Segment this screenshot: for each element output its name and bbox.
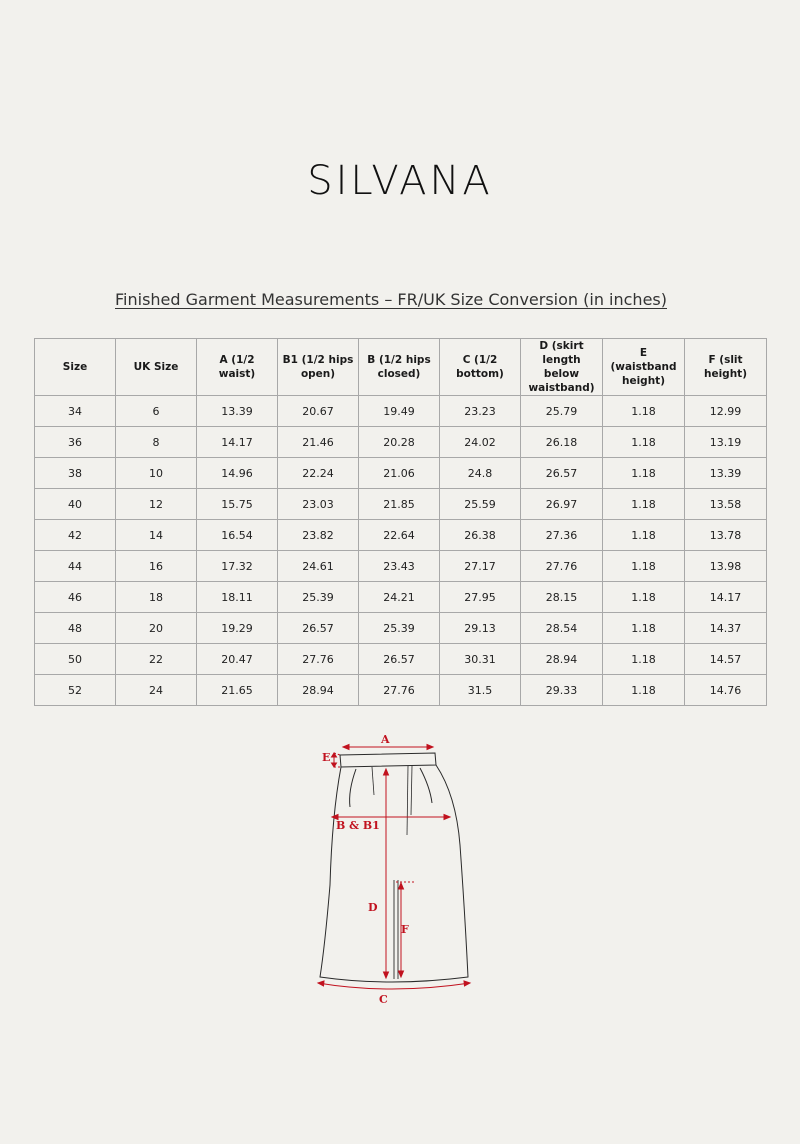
table-cell: 14.57 <box>685 644 767 675</box>
table-cell: 21.85 <box>359 489 440 520</box>
table-cell: 23.03 <box>278 489 359 520</box>
table-cell: 1.18 <box>603 551 685 582</box>
measure-c-line <box>318 983 470 989</box>
column-header: Size <box>35 339 116 396</box>
table-row <box>35 613 767 644</box>
right-pocket-line <box>420 768 432 803</box>
arrowhead <box>399 883 404 889</box>
table-cell: 26.57 <box>359 644 440 675</box>
table-cell: 20.47 <box>197 644 278 675</box>
table-caption: Finished Garment Measurements – FR/UK Size Conversion (in inches) <box>115 290 667 309</box>
table-row <box>35 396 767 427</box>
column-header: A (1/2 waist) <box>197 339 278 396</box>
column-header: E (waistband height) <box>603 339 685 396</box>
arrowhead <box>343 745 349 750</box>
table-cell: 1.18 <box>603 582 685 613</box>
arrowhead <box>384 972 389 978</box>
table-cell: 28.94 <box>278 675 359 706</box>
table-cell: 8 <box>116 427 197 458</box>
pleat-line <box>372 767 374 795</box>
table-cell: 23.82 <box>278 520 359 551</box>
table-cell: 24.21 <box>359 582 440 613</box>
table-cell: 14.17 <box>197 427 278 458</box>
table-cell: 27.76 <box>359 675 440 706</box>
arrowhead <box>384 769 389 775</box>
table-cell: 20 <box>116 613 197 644</box>
table-cell: 22 <box>116 644 197 675</box>
table-cell: 25.59 <box>440 489 521 520</box>
table-cell: 20.28 <box>359 427 440 458</box>
table-cell: 27.17 <box>440 551 521 582</box>
table-cell: 16 <box>116 551 197 582</box>
table-cell: 19.49 <box>359 396 440 427</box>
table-cell: 26.57 <box>278 613 359 644</box>
label-d: D <box>368 901 378 914</box>
table-cell: 34 <box>35 396 116 427</box>
table-cell: 14.96 <box>197 458 278 489</box>
table-cell: 20.67 <box>278 396 359 427</box>
column-header: B (1/2 hips closed) <box>359 339 440 396</box>
table-cell: 24.8 <box>440 458 521 489</box>
table-cell: 24.02 <box>440 427 521 458</box>
table-cell: 18 <box>116 582 197 613</box>
table-cell: 28.15 <box>521 582 603 613</box>
table-cell: 25.39 <box>278 582 359 613</box>
table-cell: 23.43 <box>359 551 440 582</box>
table-cell: 14.17 <box>685 582 767 613</box>
waistband-outline <box>340 753 436 767</box>
table-cell: 46 <box>35 582 116 613</box>
table-cell: 16.54 <box>197 520 278 551</box>
table-row <box>35 551 767 582</box>
table-cell: 13.98 <box>685 551 767 582</box>
arrowhead <box>332 763 337 767</box>
arrowhead <box>399 971 404 977</box>
table-cell: 13.19 <box>685 427 767 458</box>
table-row <box>35 489 767 520</box>
table-cell: 21.06 <box>359 458 440 489</box>
table-cell: 27.76 <box>521 551 603 582</box>
table-cell: 21.65 <box>197 675 278 706</box>
table-cell: 28.54 <box>521 613 603 644</box>
table-row <box>35 644 767 675</box>
arrowhead <box>444 815 450 820</box>
table-cell: 1.18 <box>603 489 685 520</box>
pleat-line <box>411 766 412 815</box>
table-cell: 31.5 <box>440 675 521 706</box>
table-cell: 12.99 <box>685 396 767 427</box>
table-cell: 25.79 <box>521 396 603 427</box>
table-cell: 1.18 <box>603 675 685 706</box>
table-cell: 36 <box>35 427 116 458</box>
table-cell: 26.18 <box>521 427 603 458</box>
table-cell: 48 <box>35 613 116 644</box>
table-row <box>35 458 767 489</box>
table-cell: 1.18 <box>603 613 685 644</box>
table-header-row <box>35 339 767 396</box>
table-cell: 26.57 <box>521 458 603 489</box>
table-cell: 14.76 <box>685 675 767 706</box>
label-b: B & B1 <box>336 819 380 832</box>
table-row <box>35 582 767 613</box>
table-cell: 50 <box>35 644 116 675</box>
table-cell: 13.58 <box>685 489 767 520</box>
table-cell: 27.95 <box>440 582 521 613</box>
arrowhead <box>464 981 470 986</box>
label-f: F <box>401 923 409 936</box>
table-cell: 17.32 <box>197 551 278 582</box>
arrowhead <box>318 981 324 986</box>
label-e: E <box>322 751 331 764</box>
table-cell: 1.18 <box>603 520 685 551</box>
table-cell: 10 <box>116 458 197 489</box>
table-cell: 15.75 <box>197 489 278 520</box>
table-cell: 30.31 <box>440 644 521 675</box>
label-a: A <box>381 733 390 746</box>
table-cell: 13.39 <box>685 458 767 489</box>
table-cell: 26.38 <box>440 520 521 551</box>
table-cell: 25.39 <box>359 613 440 644</box>
table-cell: 1.18 <box>603 644 685 675</box>
column-header: C (1/2 bottom) <box>440 339 521 396</box>
table-row <box>35 427 767 458</box>
table-cell: 1.18 <box>603 427 685 458</box>
table-cell: 38 <box>35 458 116 489</box>
table-cell: 14 <box>116 520 197 551</box>
column-header: B1 (1/2 hips open) <box>278 339 359 396</box>
column-header: UK Size <box>116 339 197 396</box>
left-pocket-line <box>350 769 356 807</box>
table-cell: 6 <box>116 396 197 427</box>
table-cell: 24.61 <box>278 551 359 582</box>
table-cell: 1.18 <box>603 396 685 427</box>
table-cell: 27.36 <box>521 520 603 551</box>
table-cell: 42 <box>35 520 116 551</box>
page-title: SILVANA <box>307 158 493 204</box>
arrowhead <box>427 745 433 750</box>
table-cell: 12 <box>116 489 197 520</box>
table-cell: 29.13 <box>440 613 521 644</box>
table-cell: 22.64 <box>359 520 440 551</box>
table-cell: 18.11 <box>197 582 278 613</box>
pleat-line <box>407 766 408 835</box>
table-cell: 19.29 <box>197 613 278 644</box>
table-row <box>35 520 767 551</box>
table-cell: 13.39 <box>197 396 278 427</box>
table-cell: 1.18 <box>603 458 685 489</box>
table-cell: 24 <box>116 675 197 706</box>
table-cell: 21.46 <box>278 427 359 458</box>
table-cell: 13.78 <box>685 520 767 551</box>
table-cell: 52 <box>35 675 116 706</box>
table-cell: 23.23 <box>440 396 521 427</box>
table-cell: 40 <box>35 489 116 520</box>
table-cell: 29.33 <box>521 675 603 706</box>
table-cell: 14.37 <box>685 613 767 644</box>
label-c: C <box>379 993 388 1006</box>
table-cell: 28.94 <box>521 644 603 675</box>
measurements-table <box>34 338 767 706</box>
table-cell: 26.97 <box>521 489 603 520</box>
column-header: F (slit height) <box>685 339 767 396</box>
table-row <box>35 675 767 706</box>
table-cell: 44 <box>35 551 116 582</box>
table-cell: 22.24 <box>278 458 359 489</box>
table-cell: 27.76 <box>278 644 359 675</box>
column-header: D (skirt length below waistband) <box>521 339 603 396</box>
skirt-diagram <box>310 725 490 1015</box>
